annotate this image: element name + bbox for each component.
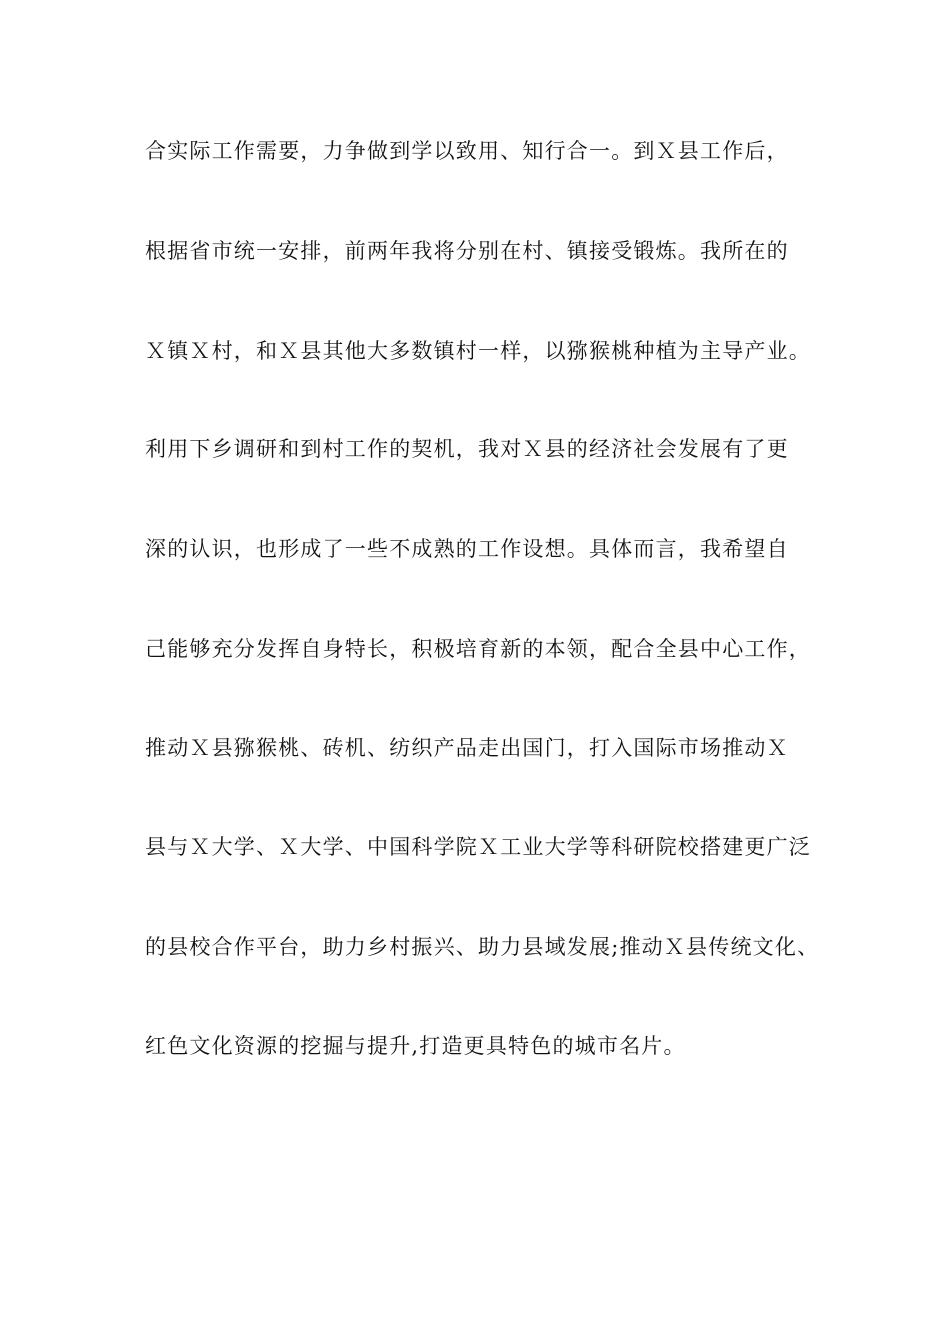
paragraph-line-5: 深的认识，也形成了一些不成熟的工作设想。具体而言，我希望自 (145, 537, 789, 561)
paragraph-line-2: 根据省市统一安排，前两年我将分别在村、镇接受锻炼。我所在的 (145, 239, 789, 263)
paragraph-line-9: 的县校合作平台，助力乡村振兴、助力县域发展;推动Ｘ县传统文化、 (145, 935, 820, 959)
paragraph-line-7: 推动Ｘ县猕猴桃、砖机、纺织产品走出国门，打入国际市场推动Ｘ (145, 736, 789, 760)
paragraph-line-3: Ｘ镇Ｘ村，和Ｘ县其他大多数镇村一样，以猕猴桃种植为主导产业。 (145, 339, 811, 363)
paragraph-line-10: 红色文化资源的挖掘与提升,打造更具特色的城市名片。 (145, 1034, 686, 1058)
paragraph-line-4: 利用下乡调研和到村工作的契机，我对Ｘ县的经济社会发展有了更 (145, 437, 789, 461)
paragraph-line-6: 己能够充分发挥自身特长，积极培育新的本领，配合全县中心工作， (145, 637, 811, 661)
paragraph-line-1: 合实际工作需要，力争做到学以致用、知行合一。到Ｘ县工作后， (145, 139, 789, 163)
paragraph-line-8: 县与Ｘ大学、Ｘ大学、中国科学院Ｘ工业大学等科研院校搭建更广泛 (145, 835, 811, 859)
